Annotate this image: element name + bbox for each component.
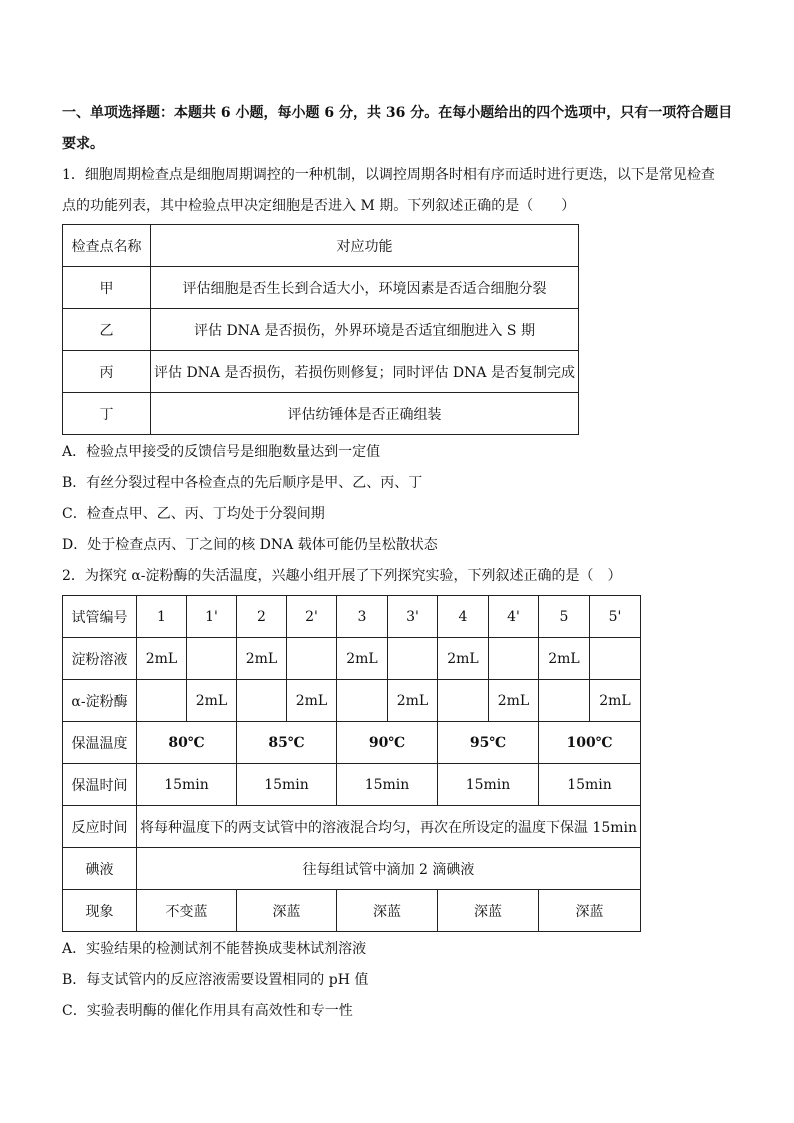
checkpoint-function: 评估纺锤体是否正确组装: [151, 393, 579, 435]
row-label: 现象: [63, 890, 137, 932]
starch-cell: [187, 638, 237, 680]
table-row: [63, 267, 579, 309]
temperature-row: [63, 722, 641, 764]
checkpoint-name: 丙: [63, 351, 151, 393]
starch-cell: 2mL: [337, 638, 388, 680]
enzyme-cell: 2mL: [590, 680, 641, 722]
enzyme-cell: 2mL: [388, 680, 438, 722]
phenomenon-cell: 不变蓝: [137, 890, 237, 932]
time-cell: 15min: [337, 764, 438, 806]
phenomenon-row: [63, 890, 641, 932]
reaction-row: [63, 806, 641, 848]
enzyme-cell: [438, 680, 489, 722]
checkpoint-function: 评估 DNA 是否损伤，若损伤则修复；同时评估 DNA 是否复制完成: [151, 351, 579, 393]
checkpoint-name: 甲: [63, 267, 151, 309]
checkpoint-function: 评估细胞是否生长到合适大小，环境因素是否适合细胞分裂: [151, 267, 579, 309]
enzyme-cell: [337, 680, 388, 722]
q1-stem-line1: 1．细胞周期检查点是细胞周期调控的一种机制，以调控周期各时相有序而适时进行更迭，以下是常见检查: [62, 167, 715, 183]
q1-option-c: C．检查点甲、乙、丙、丁均处于分裂间期: [62, 506, 325, 522]
tube-id-row: [63, 596, 641, 638]
temperature-cell: 85℃: [237, 722, 337, 764]
time-cell: 15min: [137, 764, 237, 806]
section-heading-part2: 四个选项中: [536, 105, 607, 121]
enzyme-cell: [237, 680, 287, 722]
row-label: 反应时间: [63, 806, 137, 848]
tube-id: 3': [388, 596, 438, 638]
header-cell: 对应功能: [151, 225, 579, 267]
starch-cell: 2mL: [237, 638, 287, 680]
section-heading-part3: ，只有一项符合题目: [606, 105, 733, 121]
enzyme-cell: 2mL: [489, 680, 539, 722]
starch-cell: 2mL: [438, 638, 489, 680]
enzyme-cell: 2mL: [287, 680, 337, 722]
table-row: [63, 309, 579, 351]
section-heading-line2: 要求。: [62, 136, 104, 152]
iodine-row: [63, 848, 641, 890]
phenomenon-cell: 深蓝: [539, 890, 641, 932]
temperature-cell: 90℃: [337, 722, 438, 764]
enzyme-cell: 2mL: [187, 680, 237, 722]
reaction-cell: 将每种温度下的两支试管中的溶液混合均匀，再次在所设定的温度下保温 15min: [137, 806, 641, 848]
q2-option-a: A．实验结果的检测试剂不能替换成斐林试剂溶液: [62, 941, 367, 957]
starch-cell: 2mL: [539, 638, 590, 680]
tube-id: 2: [237, 596, 287, 638]
tube-id: 4: [438, 596, 489, 638]
temperature-cell: 95℃: [438, 722, 539, 764]
row-label: α-淀粉酶: [63, 680, 137, 722]
phenomenon-cell: 深蓝: [237, 890, 337, 932]
starch-cell: [388, 638, 438, 680]
time-cell: 15min: [438, 764, 539, 806]
starch-cell: [489, 638, 539, 680]
time-cell: 15min: [539, 764, 641, 806]
tube-id: 1': [187, 596, 237, 638]
tube-id: 5: [539, 596, 590, 638]
checkpoint-name: 乙: [63, 309, 151, 351]
header-cell: 检查点名称: [63, 225, 151, 267]
time-row: [63, 764, 641, 806]
phenomenon-cell: 深蓝: [438, 890, 539, 932]
iodine-cell: 往每组试管中滴加 2 滴碘液: [137, 848, 641, 890]
tube-id: 5': [590, 596, 641, 638]
section-heading-part1: 一、单项选择题：本题共 6 小题，每小题 6 分，共 36 分。在每小题给出的: [62, 105, 537, 121]
q1-option-b: B．有丝分裂过程中各检查点的先后顺序是甲、乙、丙、丁: [62, 475, 423, 491]
q2-option-b: B．每支试管内的反应溶液需要设置相同的 pH 值: [62, 972, 369, 988]
checkpoint-function: 评估 DNA 是否损伤，外界环境是否适宜细胞进入 S 期: [151, 309, 579, 351]
starch-cell: [287, 638, 337, 680]
q1-option-d: D．处于检查点丙、丁之间的核 DNA 载体可能仍呈松散状态: [62, 537, 438, 553]
enzyme-row: [63, 680, 641, 722]
row-label: 碘液: [63, 848, 137, 890]
temperature-cell: 100℃: [539, 722, 641, 764]
row-label: 试管编号: [63, 596, 137, 638]
time-cell: 15min: [237, 764, 337, 806]
table-row: [63, 393, 579, 435]
starch-cell: 2mL: [137, 638, 187, 680]
tube-id: 2': [287, 596, 337, 638]
row-label: 淀粉溶液: [63, 638, 137, 680]
table-header-row: [63, 225, 579, 267]
phenomenon-cell: 深蓝: [337, 890, 438, 932]
checkpoint-name: 丁: [63, 393, 151, 435]
tube-id: 4': [489, 596, 539, 638]
row-label: 保温时间: [63, 764, 137, 806]
tube-id: 3: [337, 596, 388, 638]
temperature-cell: 80℃: [137, 722, 237, 764]
q1-stem-line2: 点的功能列表，其中检验点甲决定细胞是否进入 M 期。下列叙述正确的是（ ）: [62, 198, 576, 214]
enzyme-cell: [137, 680, 187, 722]
q2-option-c: C．实验表明酶的催化作用具有高效性和专一性: [62, 1003, 353, 1019]
exam-page: [62, 98, 732, 1027]
checkpoint-table: [62, 224, 579, 435]
starch-row: [63, 638, 641, 680]
table-row: [63, 351, 579, 393]
starch-cell: [590, 638, 641, 680]
experiment-table: [62, 595, 641, 932]
q1-option-a: A．检验点甲接受的反馈信号是细胞数量达到一定值: [62, 444, 381, 460]
section-heading: [62, 98, 732, 129]
enzyme-cell: [539, 680, 590, 722]
tube-id: 1: [137, 596, 187, 638]
row-label: 保温温度: [63, 722, 137, 764]
q2-stem: 2．为探究 α-淀粉酶的失活温度，兴趣小组开展了下列探究实验，下列叙述正确的是（ ）: [62, 568, 622, 584]
